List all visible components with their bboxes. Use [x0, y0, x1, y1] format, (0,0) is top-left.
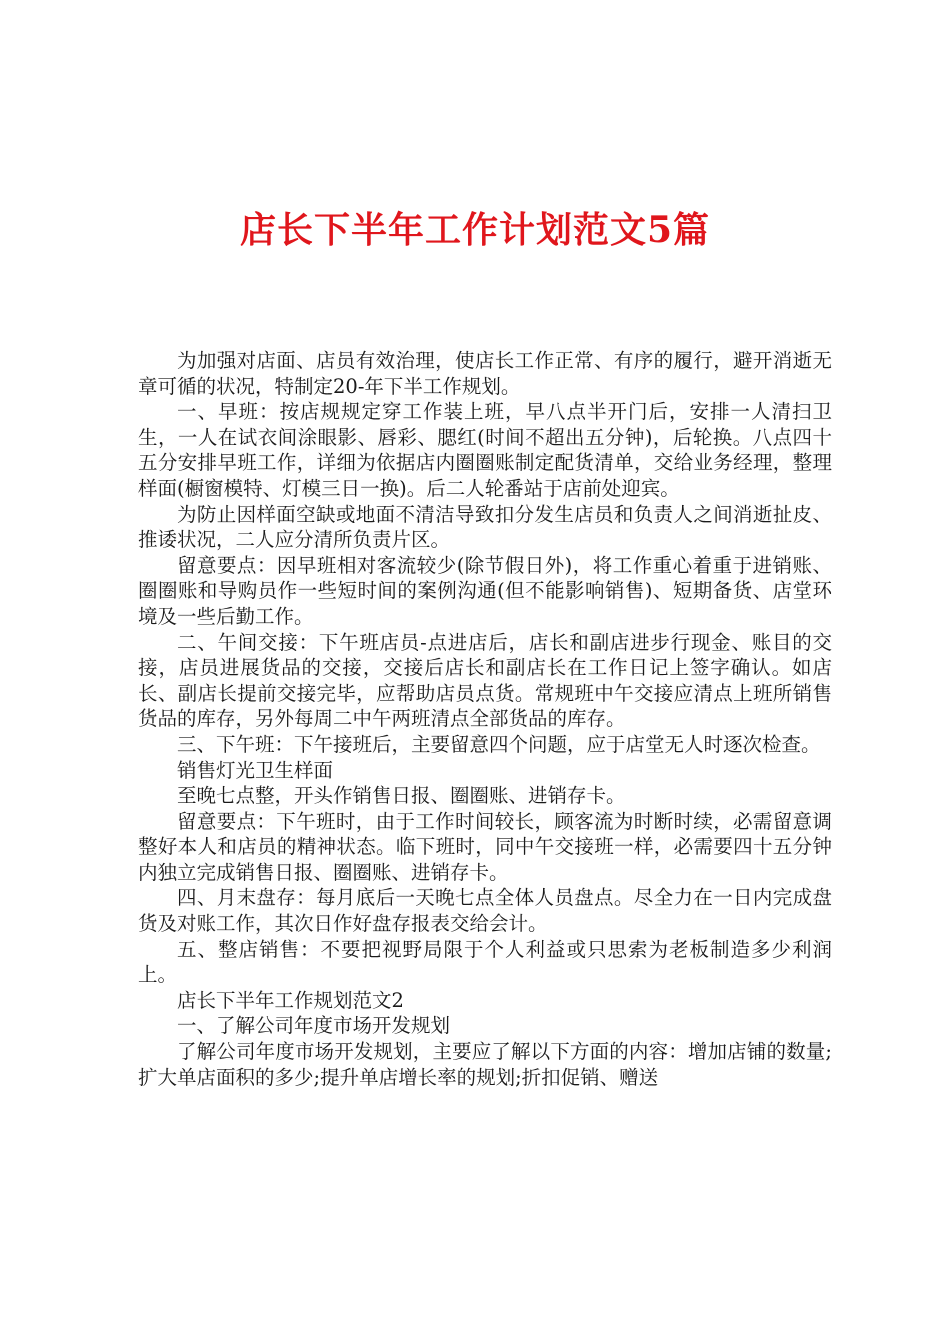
paragraph: 留意要点：下午班时，由于工作时间较长，顾客流为时断时续，必需留意调整好本人和店员的精神状态。临下班时，同中午交接班一样，必需要四十五分钟内独立完成销售日报、圈圈账、进销存卡。: [138, 809, 832, 884]
document-title: 店长下半年工作计划范文5篇: [239, 209, 711, 251]
paragraph: 五、整店销售：不要把视野局限于个人利益或只思索为老板制造多少利润上。: [138, 937, 832, 987]
section-heading: 店长下半年工作规划范文2: [177, 988, 404, 1012]
subsection-heading: 一、了解公司年度市场开发规划: [177, 1014, 451, 1038]
document-body: [138, 348, 832, 1090]
paragraph: 留意要点：因早班相对客流较少(除节假日外)，将工作重心着重于进销账、圈圈账和导购员作一些短时间的案例沟通(但不能影响销售)、短期备货、店堂环境及一些后勤工作。: [138, 553, 832, 628]
paragraph: 销售灯光卫生样面: [177, 758, 334, 782]
paragraph: 二、午间交接：下午班店员-点进店后，店长和副店进步行现金、账目的交接，店员进展货品的交接，交接后店长和副店长在工作日记上签字确认。如店长、副店长提前交接完毕，应帮助店员点货。常规班中午交接应清点上班所销售货品的库存，另外每周二中午两班清点全部货品的库存。: [138, 630, 832, 731]
paragraph: 了解公司年度市场开发规划，主要应了解以下方面的内容：增加店铺的数量;扩大单店面积的多少;提升单店增长率的规划;折扣促销、赠送: [138, 1040, 832, 1089]
paragraph: 为加强对店面、店员有效治理，使店长工作正常、有序的履行，避开消逝无章可循的状况，特制定20-年下半工作规划。: [138, 349, 832, 398]
paragraph: 至晚七点整，开头作销售日报、圈圈账、进销存卡。: [177, 784, 626, 808]
paragraph: 三、下午班：下午接班后，主要留意四个问题，应于店堂无人时逐次检查。: [177, 732, 821, 756]
paragraph: 为防止因样面空缺或地面不清洁导致扣分发生店员和负责人之间消逝扯皮、推诿状况，二人应分清所负责片区。: [138, 502, 832, 552]
paragraph: 四、月末盘存：每月底后一天晚七点全体人员盘点。尽全力在一日内完成盘货及对账工作，其次日作好盘存报表交给会计。: [138, 886, 832, 936]
paragraph: 一、早班：按店规规定穿工作装上班，早八点半开门后，安排一人清扫卫生，一人在试衣间涂眼影、唇彩、腮红(时间不超出五分钟)，后轮换。八点四十五分安排早班工作，详细为依据店内圈圈账制定配货清单，交给业务经理，整理样面(橱窗模特、灯模三日一换)。后二人轮番站于店前处迎宾。: [138, 400, 832, 500]
